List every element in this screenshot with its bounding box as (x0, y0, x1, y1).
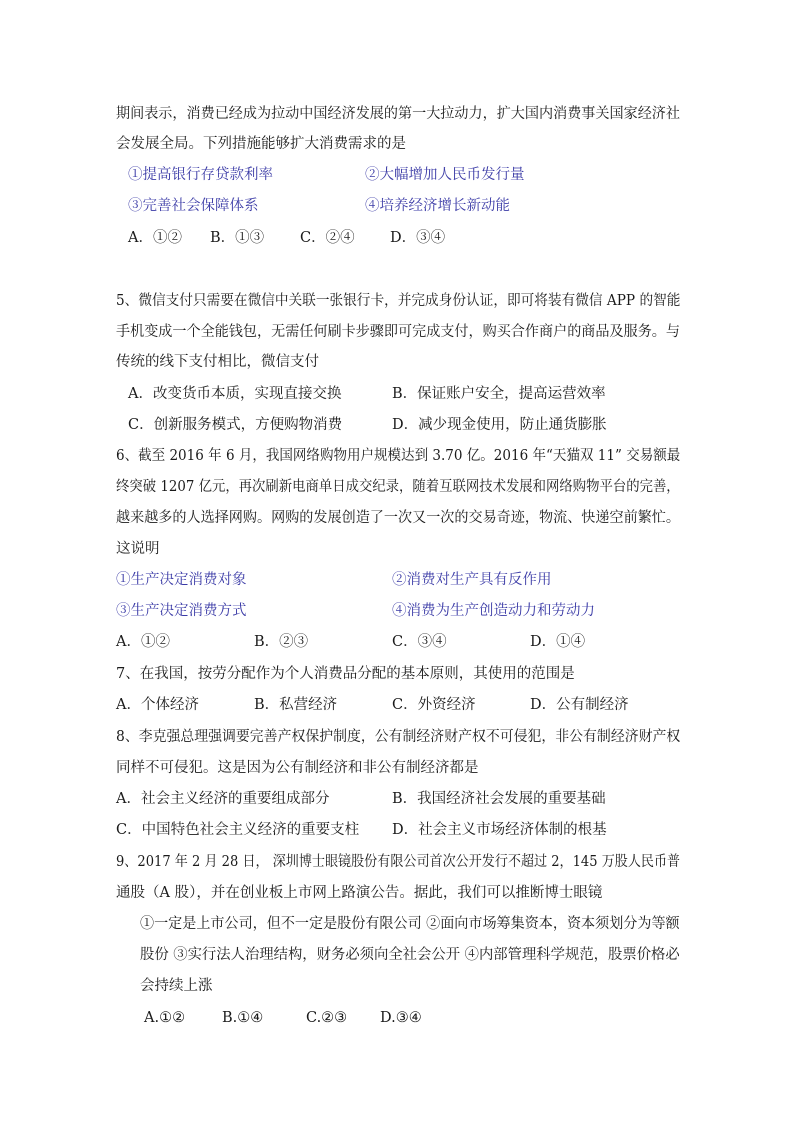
q6-stem-line-1: 6、截至 2016 年 6 月，我国网络购物用户规模达到 3.70 亿。2016 年“天猫双 11” 交易额最 (116, 448, 681, 464)
q9-choice-d: D.③④ (380, 1010, 422, 1026)
q5-choice-b: B．保证账户安全，提高运营效率 (392, 386, 606, 402)
q6-item-2: ②消费对生产具有反作用 (392, 572, 552, 588)
q4-choice-b: B．①③ (210, 230, 265, 246)
q9-choice-b: B.①④ (222, 1010, 264, 1026)
q7-choice-b: B．私营经济 (254, 697, 338, 713)
q7-choice-d: D．公有制经济 (530, 697, 629, 713)
q6-stem-line-3: 越来越多的人选择网购。网购的发展创造了一次又一次的交易奇迹，物流、快递空前繁忙。 (116, 510, 680, 526)
q5-choice-d: D．减少现金使用，防止通货膨胀 (392, 417, 607, 433)
q9-stem-line-1: 9、2017 年 2 月 28 日， 深圳博士眼镜股份有限公司首次公开发行不超过 2，145 万股人民币普 (116, 854, 681, 870)
q6-choice-a: A．①② (116, 634, 170, 650)
q4-item-1: ①提高银行存贷款利率 (128, 167, 273, 183)
q6-stem-line-2: 终突破 1207 亿元，再次刷新电商单日成交纪录，随着互联网技术发展和网络购物平台的完善， (116, 479, 680, 495)
q4-item-3: ③完善社会保障体系 (128, 198, 259, 214)
q8-stem-line-2: 同样不可侵犯。这是因为公有制经济和非公有制经济都是 (116, 760, 479, 776)
q9-choice-c: C.②③ (306, 1010, 348, 1026)
q5-stem-line-3: 传统的线下支付相比，微信支付 (116, 354, 319, 370)
q9-body-line-3: 会持续上涨 (140, 978, 213, 994)
q7-stem-line-1: 7、在我国，按劳分配作为个人消费品分配的基本原则，其使用的范围是 (116, 666, 575, 682)
q9-stem-line-2: 通股（A 股），并在创业板上市网上路演公告。据此，我们可以推断博士眼镜 (116, 885, 603, 901)
q4-choice-c: C．②④ (300, 230, 355, 246)
q4-choice-a: A．①② (128, 230, 182, 246)
q6-choice-d: D．①④ (530, 634, 586, 650)
q6-stem-line-4: 这说明 (116, 541, 160, 557)
q4-item-4: ④培养经济增长新动能 (365, 198, 510, 214)
q6-choice-c: C．③④ (392, 634, 447, 650)
q6-item-4: ④消费为生产创造动力和劳动力 (392, 603, 595, 619)
q8-stem-line-1: 8、李克强总理强调要完善产权保护制度，公有制经济财产权不可侵犯，非公有制经济财产权 (116, 729, 681, 745)
q8-choice-c: C．中国特色社会主义经济的重要支柱 (116, 822, 360, 838)
q5-choice-c: C．创新服务模式，方便购物消费 (128, 417, 343, 433)
q4-stem-line-2: 会发展全局。下列措施能够扩大消费需求的是 (116, 136, 406, 152)
q7-choice-c: C．外资经济 (392, 697, 476, 713)
q9-body-line-2: 股份 ③实行法人治理结构，财务必须向全社会公开 ④内部管理科学规范，股票价格必 (140, 947, 680, 963)
q6-item-1: ①生产决定消费对象 (116, 572, 247, 588)
q9-body-line-1: ①一定是上市公司，但不一定是股份有限公司 ②面向市场筹集资本，资本须划分为等额 (140, 916, 680, 932)
q8-choice-b: B．我国经济社会发展的重要基础 (392, 791, 606, 807)
q9-choice-a: A.①② (144, 1010, 186, 1026)
q5-choice-a: A．改变货币本质，实现直接交换 (128, 386, 342, 402)
q5-stem-line-1: 5、微信支付只需要在微信中关联一张银行卡，并完成身份认证，即可将装有微信 APP 的智能 (116, 293, 681, 309)
q4-item-2: ②大幅增加人民币发行量 (365, 167, 525, 183)
q6-choice-b: B．②③ (254, 634, 309, 650)
q6-item-3: ③生产决定消费方式 (116, 603, 247, 619)
q5-stem-line-2: 手机变成一个全能钱包，无需任何刷卡步骤即可完成支付，购买合作商户的商品及服务。与 (116, 324, 680, 340)
q7-choice-a: A．个体经济 (116, 697, 199, 713)
q4-stem-line-1: 期间表示，消费已经成为拉动中国经济发展的第一大拉动力，扩大国内消费事关国家经济社 (116, 106, 680, 122)
q8-choice-a: A．社会主义经济的重要组成部分 (116, 791, 330, 807)
q4-choice-d: D．③④ (390, 230, 446, 246)
q8-choice-d: D．社会主义市场经济体制的根基 (392, 822, 607, 838)
